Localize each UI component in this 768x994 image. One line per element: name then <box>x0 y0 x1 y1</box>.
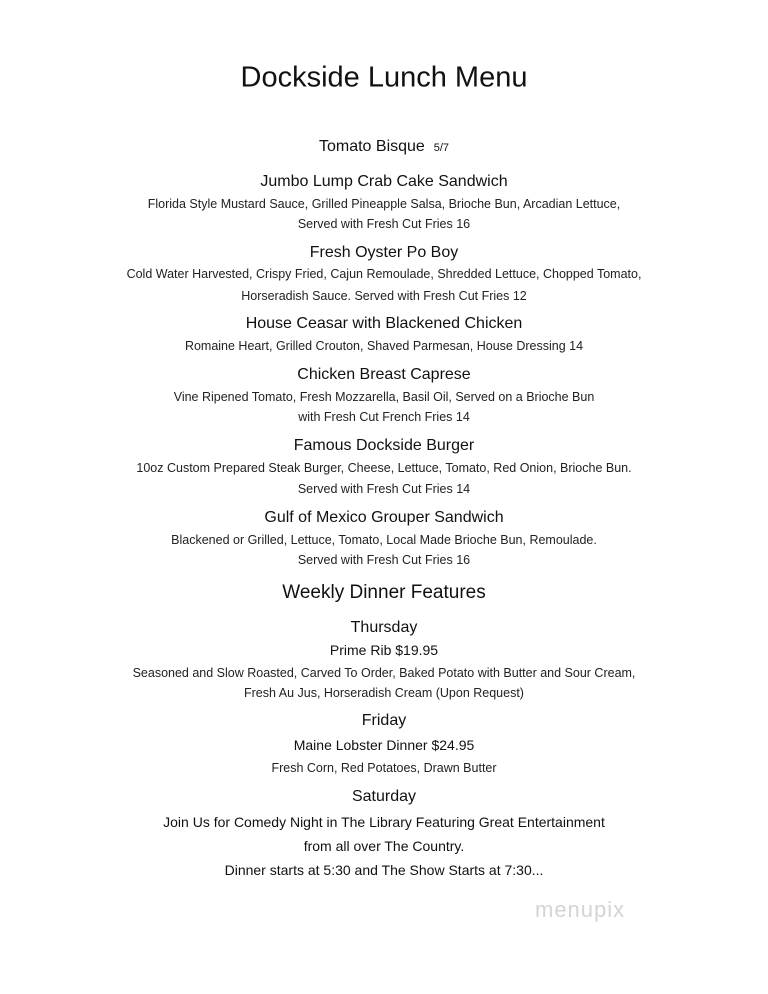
feature-line: Dinner starts at 5:30 and The Show Starts at 7:30... <box>224 862 544 878</box>
soup-item <box>0 138 768 156</box>
item-name: Jumbo Lump Crab Cake Sandwich <box>260 173 508 190</box>
item-name: Famous Dockside Burger <box>293 437 475 454</box>
item-desc: Served with Fresh Cut Fries 14 <box>297 482 471 496</box>
feature-desc: Fresh Au Jus, Horseradish Cream (Upon Request) <box>244 686 524 700</box>
feature-item: Prime Rib $19.95 <box>329 642 439 658</box>
feature-item: Maine Lobster Dinner $24.95 <box>293 737 475 753</box>
item-desc: with Fresh Cut French Fries 14 <box>298 410 470 424</box>
item-name: Gulf of Mexico Grouper Sandwich <box>264 509 504 526</box>
watermark-logo: menupix <box>535 897 626 922</box>
item-price: 5/7 <box>433 142 450 154</box>
item-desc: 10oz Custom Prepared Steak Burger, Cheese, Lettuce, Tomato, Red Onion, Brioche Bun. <box>136 461 632 475</box>
item-name: Chicken Breast Caprese <box>297 366 471 383</box>
feature-line: Join Us for Comedy Night in The Library Featuring Great Entertainment <box>163 814 605 830</box>
item-desc: Cold Water Harvested, Crispy Fried, Cajun Remoulade, Shredded Lettuce, Chopped Tomato, <box>126 267 642 281</box>
item-name: Fresh Oyster Po Boy <box>309 244 459 261</box>
menu-title: Dockside Lunch Menu <box>240 61 528 94</box>
item-desc: Florida Style Mustard Sauce, Grilled Pineapple Salsa, Brioche Bun, Arcadian Lettuce, <box>147 197 621 211</box>
item-desc: Blackened or Grilled, Lettuce, Tomato, Local Made Brioche Bun, Remoulade. <box>171 533 597 547</box>
item-desc: Served with Fresh Cut Fries 16 <box>297 553 471 567</box>
dinner-heading: Weekly Dinner Features <box>282 582 486 603</box>
day-heading: Saturday <box>351 788 417 805</box>
item-desc: Romaine Heart, Grilled Crouton, Shaved Parmesan, House Dressing 14 <box>184 339 584 353</box>
feature-desc: Fresh Corn, Red Potatoes, Drawn Butter <box>271 761 497 775</box>
item-desc: Horseradish Sauce. Served with Fresh Cut Fries 12 <box>241 289 527 303</box>
feature-desc: Seasoned and Slow Roasted, Carved To Order, Baked Potato with Butter and Sour Cream, <box>132 666 636 680</box>
item-desc: Served with Fresh Cut Fries 16 <box>297 217 471 231</box>
feature-line: from all over The Country. <box>303 838 465 854</box>
item-name: Tomato Bisque <box>318 138 425 155</box>
day-heading: Friday <box>361 712 407 729</box>
item-name: House Ceasar with Blackened Chicken <box>245 315 523 332</box>
day-heading: Thursday <box>350 619 418 636</box>
item-desc: Vine Ripened Tomato, Fresh Mozzarella, Basil Oil, Served on a Brioche Bun <box>173 390 595 404</box>
